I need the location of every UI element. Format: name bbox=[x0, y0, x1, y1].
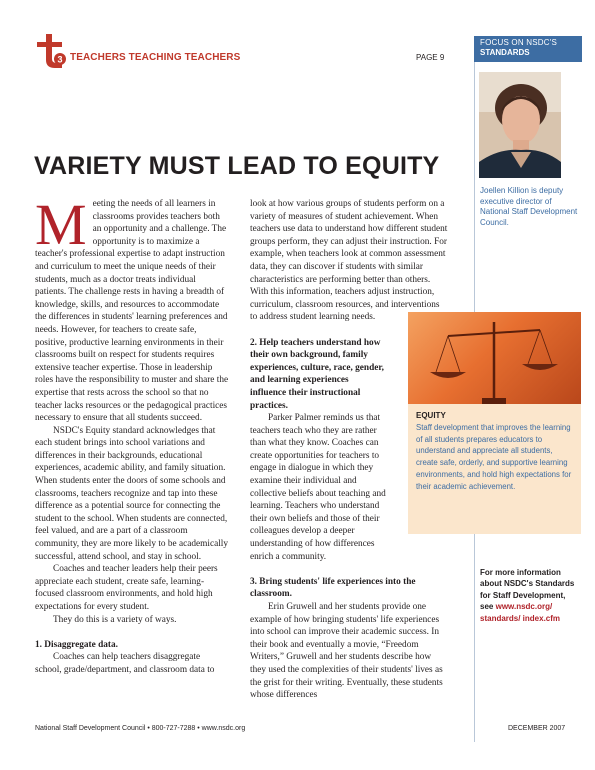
logo-number: 3 bbox=[57, 54, 63, 65]
standards-link[interactable]: www.nsdc.org/ standards/ index.cfm bbox=[480, 602, 561, 623]
t3-logo bbox=[32, 32, 68, 70]
footer-date: DECEMBER 2007 bbox=[508, 725, 566, 732]
section-heading: 1. Disaggregate data. bbox=[35, 639, 118, 650]
focus-banner bbox=[474, 36, 582, 62]
paragraph: look at how various groups of students perform on a variety of measures of student achievement. When teachers use data to understand how different student groups perform, they can adjust their instruction. For example, when teachers look at common assessment data, they can discover if students with similar characteristics are performing better than others. With this information, teachers adjust instruction, curriculum, classroom resources, and interventions to address student learning needs. bbox=[250, 199, 448, 323]
page-number: PAGE 9 bbox=[416, 53, 445, 62]
focus-line-2: STANDARDS bbox=[480, 47, 530, 57]
series-title: TEACHERS TEACHING TEACHERS bbox=[70, 52, 241, 63]
section-heading: 2. Help teachers understand how their own background, family experiences, culture, race, gender, and learning experiences influence their instructional practices. bbox=[250, 337, 384, 411]
drop-cap: M bbox=[35, 192, 87, 257]
paragraph: Coaches can help teachers disaggregate school, grade/department, and classroom data to bbox=[35, 652, 215, 675]
paragraph: Parker Palmer reminds us that teachers teach who they are rather than what they know. Coaches can create opportunities for teachers to engage in dialogue in which they examine their individual and collective beliefs about teaching and learning. Teachers who understand their own beliefs and those of their colleagues develop a deeper understanding of how differences enrich a community. bbox=[250, 413, 386, 562]
section-heading: 3. Bring students' life experiences into the classroom. bbox=[250, 576, 416, 600]
paragraph: Coaches and teacher leaders help their peers appreciate each student, create safe, learning-focused classroom environments, and hold high expectations for every student. bbox=[35, 564, 218, 612]
footer-contact: National Staff Development Council • 800-727-7288 • www.nsdc.org bbox=[35, 725, 246, 732]
equity-standard-box bbox=[408, 404, 581, 534]
paragraph: They do this is a variety of ways. bbox=[53, 614, 177, 625]
paragraph: Meeting the needs of all learners in classrooms provides teachers both an opportunity and a challenge. The opportunity is to maximize a teacher's professional expertise to adapt instruction and curriculum to meet the unique needs of their students, much as a doctor treats individual patients. The challenge rests in having a breadth of knowledge, skills, and resources to accommodate the differences in students' learning preferences and needs. However, for teachers to create safe, positive, productive learning environments in their classrooms built on respect for students requires extensive teacher expertise. Those in leadership roles have the responsibility to muster and share the expertise that rests across the school so that no teacher lacks resources or the pedagogical practices necessary to ensure that all students succeed. bbox=[35, 192, 229, 424]
scales-of-justice-image bbox=[408, 312, 581, 404]
equity-title: EQUITY bbox=[416, 411, 446, 420]
article-title: VARIETY MUST LEAD TO EQUITY bbox=[34, 152, 440, 180]
paragraph: NSDC's Equity standard acknowledges that each student brings into school variations and differences in their backgrounds, educational experiences, academic ability, and family situation. When students enter the doors of some schools and classrooms, teachers recognize and tap into these difference as a potential source for connecting the student to the school. When students are connected, feel valued, and are a part of a classroom community, they are more likely to be academically successful, attend school, and stay in school. bbox=[35, 425, 229, 562]
author-caption: Joellen Killion is deputy executive director of National Staff Development Council. bbox=[480, 186, 578, 227]
more-info bbox=[480, 567, 580, 624]
paragraph: Erin Gruwell and her students provide one example of how bringing students' life experiences into school can improve their academic success. In their book and eventually a movie, “Freedom Writers,” Gruwell and her students describe how they used the complexities of their students' lives as the grist for their writing. Eventually, these students whose differences bbox=[250, 602, 443, 701]
article-column-1 bbox=[35, 192, 229, 677]
more-info-text: For more information about NSDC's Standards for Staff Development, see bbox=[480, 568, 575, 612]
equity-text: Staff development that improves the learning of all students prepares educators to understand and appreciate all students, create safe, orderly, and supportive learning environments, and hold high expectations for their academic achievement. bbox=[416, 423, 572, 491]
author-photo bbox=[479, 72, 561, 178]
focus-line-1: FOCUS ON NSDC'S bbox=[480, 38, 557, 47]
